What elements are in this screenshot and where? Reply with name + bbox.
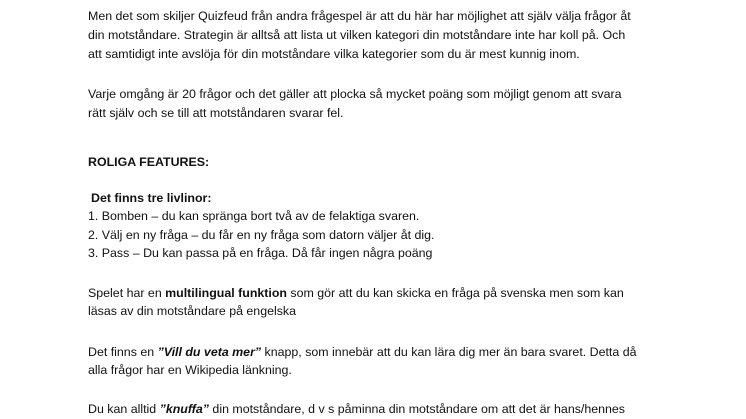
lifelines-heading: Det finns tre livlinor: (91, 191, 212, 205)
vill-line-2: alla frågor har en Wikipedia länkning. (88, 363, 292, 377)
knuffa-post: din motståndare, d v s påminna din motståndare om att det är hans/hennes (208, 402, 626, 416)
document-page (88, 0, 688, 419)
vill-line-1 (88, 344, 636, 360)
intro-line-2: din motståndare. Strategin är alltså att lista ut vilken kategori din motståndare inte har koll på. Och (88, 28, 626, 42)
lifeline-item-1: 1. Bomben – du kan spränga bort två av de felaktiga svaren. (88, 209, 420, 223)
features-heading: ROLIGA FEATURES: (88, 155, 210, 169)
intro-line-3: att samtidigt inte avslöja för din motståndare vilka kategorier som du är mest kunnig inom. (88, 47, 580, 61)
rounds-line-1: Varje omgång är 20 frågor och det gäller att plocka så mycket poäng som möjligt genom att svara (88, 87, 622, 101)
knuffa-bold: ”knuffa” (159, 402, 209, 416)
knuffa-line-1 (88, 401, 625, 417)
multilingual-line-2: läsas av din motståndare på engelska (88, 304, 297, 318)
lifeline-item-2: 2. Välj en ny fråga – du får en ny fråga som datorn väljer åt dig. (88, 228, 435, 242)
vill-pre: Det finns en (88, 345, 158, 359)
lifeline-item-3: 3. Pass – Du kan passa på en fråga. Då får ingen några poäng (88, 246, 433, 260)
multilingual-line-1 (88, 285, 624, 301)
multilingual-post: som gör att du kan skicka en fråga på svenska men som kan (286, 286, 624, 300)
multilingual-bold: multilingual funktion (165, 286, 287, 300)
multilingual-pre: Spelet har en (88, 286, 166, 300)
rounds-line-2: rätt själv och se till att motståndaren svarar fel. (88, 106, 344, 120)
vill-post: knapp, som innebär att du kan lära dig mer än bara svaret. Detta då (261, 345, 637, 359)
vill-bold: ”Vill du veta mer” (157, 345, 262, 359)
knuffa-pre: Du kan alltid (88, 402, 160, 416)
intro-line-1: Men det som skiljer Quizfeud från andra frågespel är att du här har möjlighet att själv välja frågor åt (88, 9, 631, 23)
